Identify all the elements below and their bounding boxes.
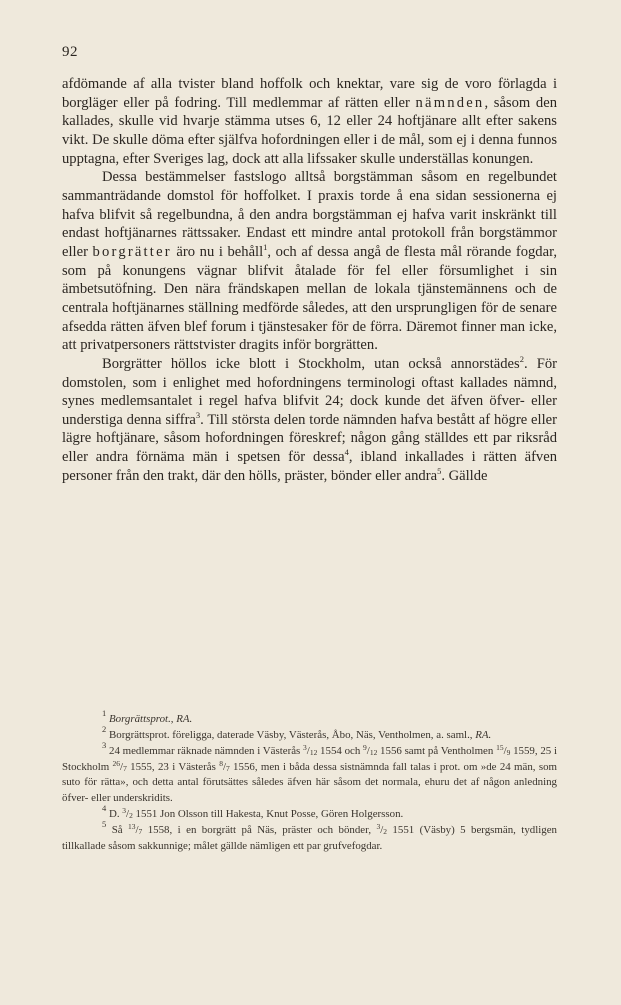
footnote-mark: 3 — [102, 739, 107, 750]
footnote-text: Borgrättsprot., RA. — [108, 713, 193, 725]
text-run: , ibland inkallades i rätten äfven personer från den trakt, där den hölls, präster, bönder eller andra — [62, 449, 558, 484]
footnote-text: 24 medlemmar räknade nämnden i Västerås — [109, 744, 304, 757]
text-run: , såsom den kallades, skulle vid hvarje stämma utses 6, 12 eller 24 hoftjänare allt efter sakens vikt. De skulle döma efter själfva hofordningen eller i de mål, som ej i denna funnos upptagna, efter Sveriges lag, dock att alla lifssaker skulle underställas konungen. — [62, 94, 557, 167]
fraction-bottom: 7 — [123, 763, 127, 773]
footnote-ref[interactable]: 3 — [195, 409, 201, 420]
text-run: . Gällde — [441, 467, 488, 484]
footnote-text: 1551 Jon Olsson till Hakesta, Knut Posse, Gören Holgersson. — [132, 808, 404, 821]
page-number: 92 — [62, 44, 78, 60]
text-run: . För domstolen, som i enlighet med hofordningens terminologi oftast kallades nämnd, synes medlemsantalet i regel hafva blifvit 24; dock kunde det äfven öfver- eller understiga denna siffra — [62, 355, 557, 428]
footnote-text: 1558, i en borgrätt på Näs, präster och bönder, — [142, 823, 377, 836]
footnote-5: $^5$ Så $^{13}$/7 1558, i en borgrätt på Näs, präster och bönder, $^3$/2 1551 (Väsby) 5 bergsmän, tydligen tillkallade såsom sakkunnige; målet gällde nämligen ett par grufvefogdar. — [62, 818, 557, 852]
fraction-bottom: 12 — [369, 747, 378, 757]
fraction-top: 3 — [122, 806, 127, 816]
text-run: Borgrätter höllos icke blott i Stockholm, utan också annorstädes — [102, 355, 520, 372]
footnote-text: Så — [111, 823, 129, 836]
footnote-text: Borgrättsprot. föreligga, daterade Väsby, Västerås, Åbo, Näs, Ventholmen, a. saml., — [108, 728, 476, 741]
footnote-italic: RA. — [475, 728, 492, 741]
fraction-bottom: 12 — [309, 747, 318, 757]
footnote-text: 1556 samt på Ventholmen — [377, 744, 497, 757]
fraction-bottom: 2 — [383, 826, 387, 836]
footnote-text: 1556, men i båda dessa sistnämnda fall talas i prot. om »de 24 män, som suto för rätta», och detta antal förutsättes således äfven här såsom det normala, ehuru det af någon anledning öfver- eller underskridits. — [62, 760, 557, 805]
fraction-top: 9 — [363, 742, 367, 752]
footnote-text: 1551 (Väsby) 5 bergsmän, tydligen tillkallade såsom sakkunnige; målet gällde nämligen ett par grufvefogdar. — [62, 823, 557, 852]
footnote-ref[interactable]: 1 — [263, 241, 268, 252]
footnote-text: 1559, 25 i Stockholm — [62, 744, 557, 773]
footnote-mark: 1 — [102, 708, 107, 718]
footnote-mark: 5 — [102, 818, 107, 829]
fraction-top: 3 — [303, 742, 307, 752]
text-run: . Till största delen torde nämnden hafva bestått af högre eller lägre hoftjänare, såsom hofordningen föreskref; någon gång ställdes ett par riksråd eller andra förnäma män i spetsen för dessa — [62, 411, 557, 466]
text-run: Dessa bestämmelser fastslogo alltså borgstämman såsom en regelbundet sammanträdande domstol för hoffolket. I praxis torde å ena sidan sessionerna ej hafva blifvit så regelbundna, å den andra borgstämman ej hafva varit inskränkt till endast hoftjänarnes rättssaker. Endast ett mindre antal protokoll från borgstämmor eller — [62, 169, 557, 260]
body-text — [62, 75, 557, 485]
fraction-top: 13 — [128, 821, 136, 831]
fraction-top: 26 — [112, 758, 121, 768]
paragraph-1 — [62, 75, 557, 168]
footnote-1 — [62, 708, 557, 728]
spaced-term: nämnden — [415, 94, 485, 111]
spaced-term: borgrätter — [92, 243, 172, 260]
paragraph-2 — [62, 168, 557, 355]
footnote-text: 1554 och — [317, 744, 364, 757]
footnote-4: $^4$ D. $^3$/2 1551 Jon Olsson till Hakesta, Knut Posse, Gören Holgersson. — [102, 803, 404, 821]
footnote-3: $^3$ 24 medlemmar räknade nämnden i Västerås $^3$/12 1554 och $^9$/12 1556 samt på Ventholmen $^{15}$/9 1559, 25 i Stockholm $^{26}$/7 1555, 23 i Västerås $^8$/7 1556, men i båda dessa sistnämnda fall talas i prot. om »de 24 män, som suto för rätta», och detta antal förutsättes således äfven här såsom det normala, ehuru det af någon anledning öfver- eller underskridits. — [62, 739, 557, 805]
footnote-text: 1555, 23 i Västerås — [126, 760, 220, 773]
text-run: äro nu i behåll — [171, 243, 264, 260]
fraction-bottom: 2 — [129, 811, 133, 821]
fraction-top: 3 — [376, 821, 381, 831]
fraction-top: 8 — [219, 758, 223, 768]
fraction-bottom: 9 — [506, 747, 511, 757]
footnote-text: D. — [108, 808, 123, 821]
text-run: , och af dessa angå de flesta mål rörande fogdar, som på konungens vägnar blifvit åtalade för fel eller försumlighet i sin ämbetsutöfning. Den nära frändskapen mellan de lokala tjänstemännens och de centrala hoftjänarnes ställning medförde således, att den ursprungligen för de senare afsedda rätten äfven blef forum i tjänstesaker för de förra. Däremot finner man icke, att privatpersoners rättstvister dragits inför borgrätten. — [62, 243, 557, 354]
footnotes — [62, 708, 557, 855]
paragraph-3 — [62, 355, 557, 486]
footnote-mark: 4 — [102, 803, 107, 814]
text-run: afdömande af alla tvister bland hoffolk och knektar, vare sig de voro förlagda i borgläger eller på fodring. Till medlemmar af rätten eller — [62, 76, 557, 111]
fraction-bottom: 7 — [138, 826, 143, 836]
footnote-mark: 2 — [102, 723, 107, 734]
footnote-ref[interactable]: 2 — [519, 353, 524, 364]
fraction-top: 15 — [496, 742, 504, 752]
footnote-ref[interactable]: 5 — [437, 465, 442, 476]
footnote-2 — [62, 723, 557, 744]
fraction-bottom: 7 — [225, 763, 230, 773]
footnote-ref[interactable]: 4 — [344, 447, 349, 458]
